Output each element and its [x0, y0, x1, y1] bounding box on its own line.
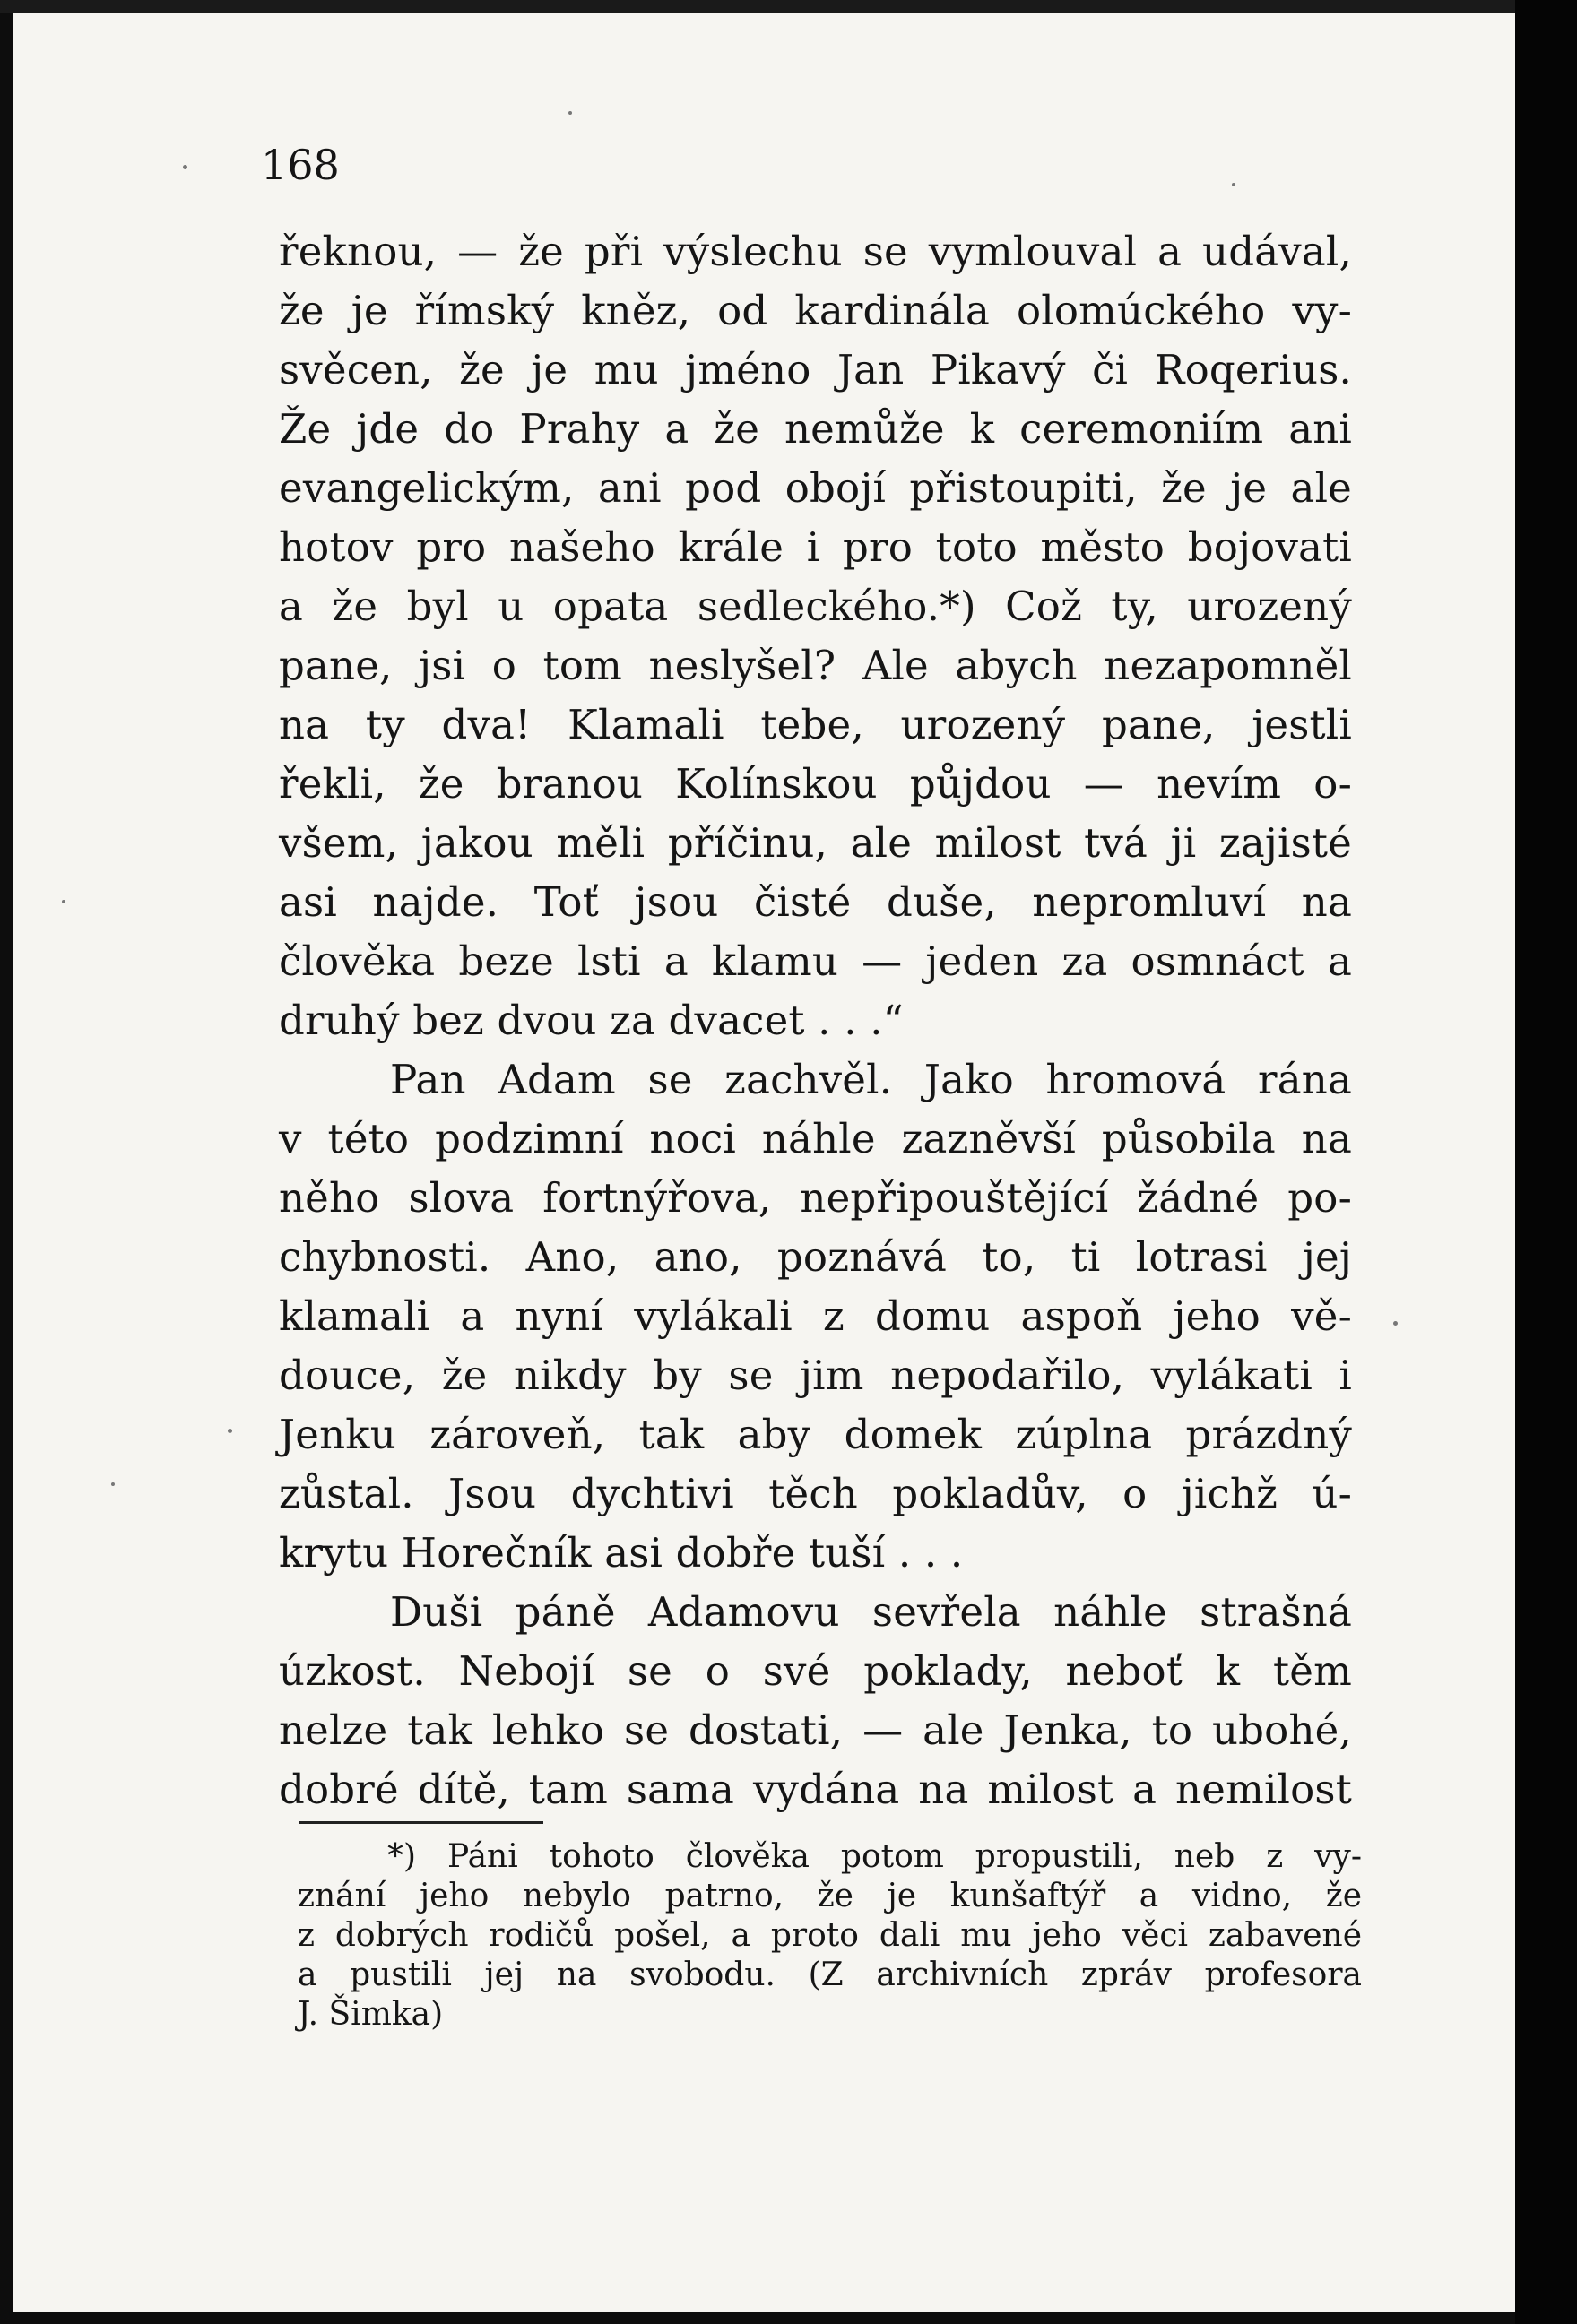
paragraph-start-line: Duši páně Adamovu sevřela náhle strašná [390, 1588, 1352, 1636]
body-line: dobré dítě, tam sama vydána na milost a nemilost [279, 1766, 1352, 1813]
scan-right-edge [1515, 0, 1577, 2324]
scan-speck [1232, 183, 1235, 186]
footnote-line: J. Šimka) [298, 1996, 444, 2033]
page-number: 168 [261, 141, 340, 189]
paragraph-start-line: Pan Adam se zachvěl. Jako hromová rána [390, 1056, 1352, 1103]
body-line: douce, že nikdy by se jim nepodařilo, vylákati i [279, 1352, 1352, 1399]
body-line: nelze tak lehko se dostati, — ale Jenka, to ubohé, [279, 1706, 1352, 1754]
body-line: evangelickým, ani pod obojí přistoupiti, že je ale [279, 464, 1352, 512]
scan-speck [183, 165, 187, 169]
body-line: zůstal. Jsou dychtivi těch pokladův, o jichž ú- [279, 1470, 1352, 1517]
body-line: chybnosti. Ano, ano, poznává to, ti lotrasi jej [279, 1233, 1352, 1281]
scan-speck [1393, 1321, 1398, 1326]
body-line: pane, jsi o tom neslyšel? Ale abych nezapomněl [279, 642, 1352, 689]
body-line: asi najde. Toť jsou čisté duše, nepromluví na [279, 878, 1352, 926]
body-line: něho slova fortnýřova, nepřipouštějící žádné po- [279, 1174, 1352, 1222]
footnote-line: znání jeho nebylo patrno, že je kunšaftýř a vidno, že [298, 1878, 1362, 1914]
body-line: krytu Horečník asi dobře tuší . . . [279, 1529, 964, 1577]
book-page [13, 13, 1515, 2312]
body-line: v této podzimní noci náhle zazněvší působila na [279, 1115, 1352, 1162]
body-line: a že byl u opata sedleckého.*) Což ty, urozený [279, 583, 1352, 630]
body-line: Že jde do Prahy a že nemůže k ceremoniím ani [279, 405, 1352, 453]
body-line: Jenku zároveň, tak aby domek zúplna prázdný [279, 1411, 1352, 1458]
footnote-line: a pustili jej na svobodu. (Z archivních zpráv profesora [298, 1957, 1362, 1993]
scan-speck [111, 1482, 115, 1486]
body-line: řekli, že branou Kolínskou půjdou — nevím o- [279, 760, 1352, 808]
scan-speck [568, 111, 572, 115]
body-line: člověka beze lsti a klamu — jeden za osmnáct a [279, 937, 1352, 985]
scan-speck [228, 1429, 232, 1433]
body-line: úzkost. Nebojí se o své poklady, neboť k těm [279, 1647, 1352, 1695]
body-line: druhý bez dvou za dvacet . . .“ [279, 997, 904, 1044]
scan-top-edge [0, 0, 1577, 13]
body-line: na ty dva! Klamali tebe, urozený pane, jestli [279, 701, 1352, 748]
body-line: klamali a nyní vylákali z domu aspoň jeho vě- [279, 1292, 1352, 1340]
body-line: hotov pro našeho krále i pro toto město bojovati [279, 523, 1352, 571]
footnote-rule [299, 1821, 543, 1824]
footnote-line: *) Páni tohoto člověka potom propustili, neb z vy- [387, 1838, 1362, 1875]
scan-speck [62, 900, 65, 903]
body-line: svěcen, že je mu jméno Jan Pikavý či Roqerius. [279, 346, 1352, 393]
body-line: všem, jakou měli příčinu, ale milost tvá ji zajisté [279, 819, 1352, 867]
body-line: že je římský kněz, od kardinála olomúckého vy- [279, 287, 1352, 334]
footnote-line: z dobrých rodičů pošel, a proto dali mu jeho věci zabavené [298, 1917, 1362, 1954]
body-line: řeknou, — že při výslechu se vymlouval a udával, [279, 228, 1352, 275]
